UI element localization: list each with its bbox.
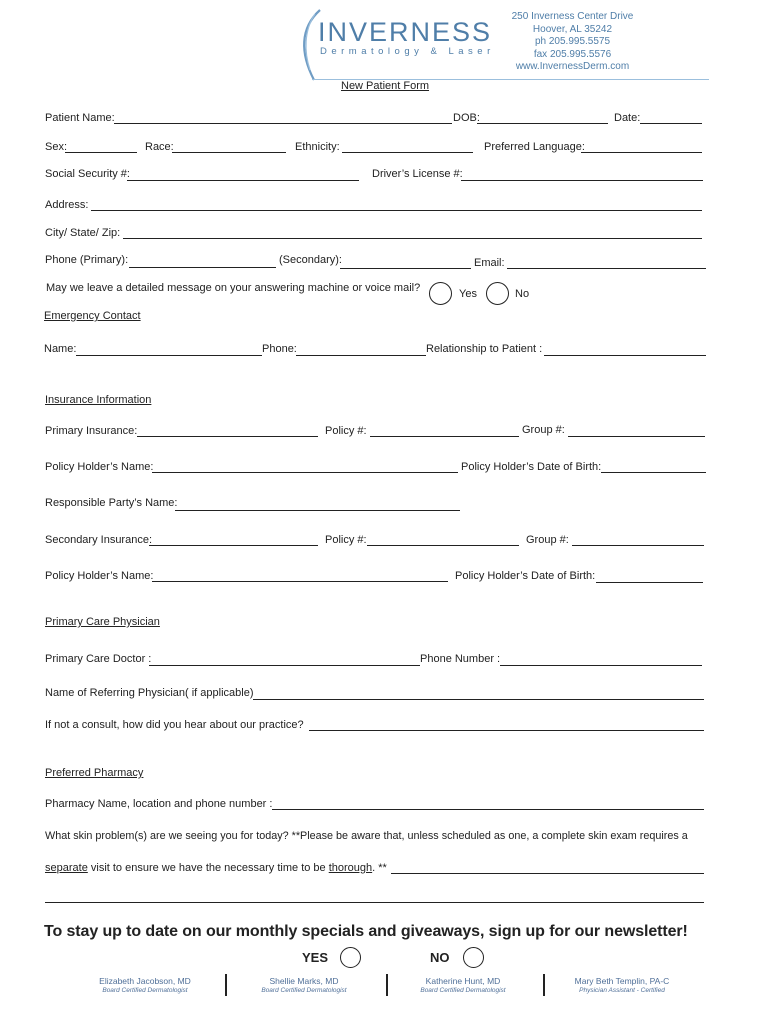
newsletter-headline: To stay up to date on our monthly specials and giveaways, sign up for our newsletter! [44, 923, 688, 940]
insurance-heading: Insurance Information [45, 394, 152, 406]
referring-field[interactable] [253, 699, 704, 700]
emergency-phone-field[interactable] [296, 355, 426, 356]
emergency-name-field[interactable] [76, 355, 262, 356]
pharmacy-heading: Preferred Pharmacy [45, 767, 144, 779]
license-field[interactable] [461, 180, 703, 181]
message-no-label: No [515, 288, 530, 300]
group2-field[interactable] [572, 545, 704, 546]
holder-name2-field[interactable] [152, 581, 448, 582]
message-no-checkbox[interactable] [486, 282, 509, 305]
email-label: Email: [474, 257, 505, 269]
language-field[interactable] [581, 152, 702, 153]
responsible-party-field[interactable] [175, 510, 460, 511]
skin-question-line2 [45, 862, 387, 875]
pharmacy-details-field[interactable] [272, 809, 704, 810]
address-field[interactable] [91, 210, 702, 211]
holder-dob-label: Policy Holder’s Date of Birth: [461, 461, 602, 473]
pharmacy-details-label: Pharmacy Name, location and phone number : [45, 798, 273, 810]
holder-name-field[interactable] [152, 472, 458, 473]
phone-line: ph 205.995.5575 [534, 36, 611, 47]
referring-label: Name of Referring Physician( if applicable) [45, 687, 254, 699]
patient-name-field[interactable] [114, 123, 452, 124]
address-label: Address: [45, 199, 89, 211]
holder-dob-field[interactable] [601, 472, 706, 473]
responsible-party-label: Responsible Party’s Name: [45, 497, 178, 509]
message-yes-label: Yes [459, 288, 477, 300]
primary-insurance-label: Primary Insurance: [45, 425, 138, 437]
staff-divider [386, 974, 388, 996]
policy-label: Policy #: [325, 425, 367, 437]
pcp-heading: Primary Care Physician [45, 616, 160, 628]
date-field[interactable] [640, 123, 702, 124]
form-title: New Patient Form [341, 80, 430, 92]
skin-question-text: visit to ensure we have the necessary time to be [87, 862, 329, 874]
staff-title: Board Certified Dermatologist [102, 987, 188, 994]
address-line: 250 Inverness Center Drive [511, 11, 634, 22]
staff-title: Physician Assistant - Certified [579, 987, 665, 994]
ethnicity-label: Ethnicity: [295, 141, 340, 153]
policy2-label: Policy #: [325, 534, 367, 546]
newsletter-yes-label: YES [302, 950, 329, 965]
skin-problem-field-2[interactable] [45, 902, 704, 903]
ssn-field[interactable] [127, 180, 359, 181]
address-line: Hoover, AL 35242 [532, 23, 613, 35]
group-label: Group #: [522, 424, 565, 436]
logo-name: INVERNESS [318, 17, 493, 47]
thorough-word: thorough [328, 862, 373, 874]
group-field[interactable] [568, 436, 705, 437]
practice-address [505, 11, 640, 74]
staff-name: Elizabeth Jacobson, MD [99, 976, 191, 986]
staff-name: Mary Beth Templin, PA-C [574, 976, 670, 986]
phone-primary-field[interactable] [129, 267, 276, 268]
newsletter-yes-checkbox[interactable] [340, 947, 361, 968]
hear-label: If not a consult, how did you hear about our practice? [45, 719, 304, 731]
separate-word: separate [45, 862, 88, 874]
holder-dob2-label: Policy Holder’s Date of Birth: [455, 570, 596, 582]
race-field[interactable] [172, 152, 286, 153]
staff-title: Board Certified Dermatologist [261, 987, 347, 994]
pcp-doctor-label: Primary Care Doctor : [45, 653, 152, 665]
holder-dob2-field[interactable] [596, 582, 703, 583]
newsletter-no-label: NO [430, 950, 450, 965]
city-label: City/ State/ Zip: [45, 227, 121, 239]
emergency-name-label: Name: [44, 343, 77, 355]
secondary-insurance-field[interactable] [149, 545, 318, 546]
license-label: Driver’s License #: [372, 168, 463, 180]
patient-name-label: Patient Name: [45, 112, 115, 124]
staff-divider [543, 974, 545, 996]
ethnicity-field[interactable] [342, 152, 473, 153]
skin-question-end: . ** [372, 862, 387, 874]
website-line: www.InvernessDerm.com [515, 61, 630, 72]
emergency-heading: Emergency Contact [44, 310, 141, 322]
pcp-doctor-field[interactable] [149, 665, 420, 666]
skin-question-line1: What skin problem(s) are we seeing you for today? **Please be aware that, unless scheduled as one, a complete skin exam requires a [45, 830, 688, 842]
staff-title: Board Certified Dermatologist [420, 987, 506, 994]
policy2-field[interactable] [367, 545, 519, 546]
race-label: Race: [145, 141, 174, 153]
phone-primary-label: Phone (Primary): [45, 254, 129, 266]
message-yes-checkbox[interactable] [429, 282, 452, 305]
sex-label: Sex: [45, 141, 68, 153]
primary-insurance-field[interactable] [137, 436, 318, 437]
skin-problem-field[interactable] [391, 873, 704, 874]
date-label: Date: [614, 112, 641, 124]
policy-field[interactable] [370, 436, 519, 437]
staff-name: Shellie Marks, MD [269, 976, 339, 986]
phone-secondary-field[interactable] [340, 268, 471, 269]
group2-label: Group #: [526, 534, 569, 546]
hear-field[interactable] [309, 730, 704, 731]
email-field[interactable] [507, 268, 706, 269]
secondary-insurance-label: Secondary Insurance: [45, 534, 153, 546]
ssn-label: Social Security #: [45, 168, 130, 180]
relationship-label: Relationship to Patient : [426, 343, 543, 355]
pcp-phone-field[interactable] [500, 665, 702, 666]
language-label: Preferred Language: [484, 141, 585, 153]
phone-secondary-label: (Secondary): [279, 254, 342, 266]
dob-label: DOB: [453, 112, 480, 124]
sex-field[interactable] [65, 152, 137, 153]
dob-field[interactable] [477, 123, 608, 124]
logo-subtitle: Dermatology & Laser [320, 46, 495, 57]
pcp-phone-label: Phone Number : [420, 653, 501, 665]
city-field[interactable] [123, 238, 702, 239]
relationship-field[interactable] [544, 355, 706, 356]
staff-divider [225, 974, 227, 996]
staff-name: Katherine Hunt, MD [425, 976, 501, 986]
holder-name2-label: Policy Holder’s Name: [45, 570, 154, 582]
emergency-phone-label: Phone: [262, 343, 297, 355]
holder-name-label: Policy Holder’s Name: [45, 461, 154, 473]
newsletter-no-checkbox[interactable] [463, 947, 484, 968]
fax-line: fax 205.995.5576 [533, 48, 612, 60]
message-question: May we leave a detailed message on your answering machine or voice mail? [46, 282, 421, 294]
